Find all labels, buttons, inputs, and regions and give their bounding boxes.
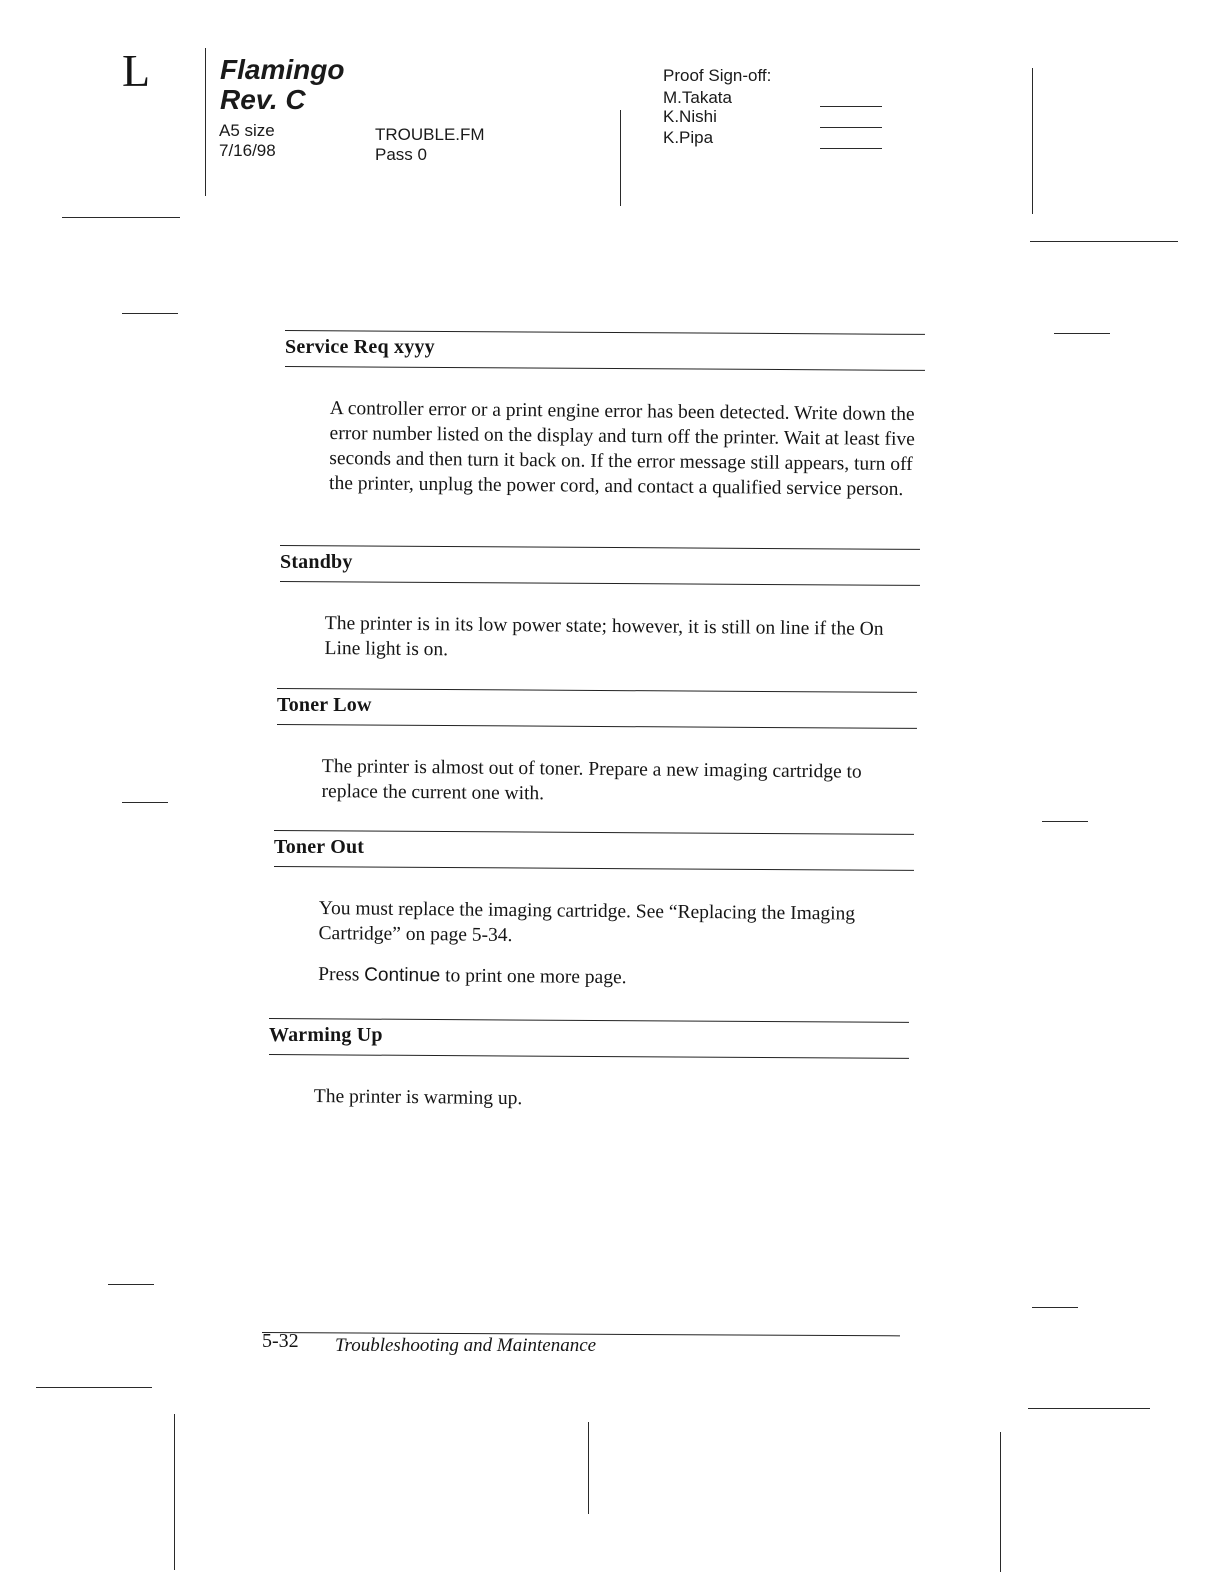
section-heading: Warming Up — [269, 1024, 383, 1046]
section-heading: Toner Out — [274, 836, 365, 858]
paragraph: A controller error or a print engine error has been detected. Write down the error number listed on the display and turn off the printer. Wait at least five seconds and then turn it back on. If the error message still appears, turn off the printer, unplug the power cord, and contact a qualified service person. — [328, 397, 915, 501]
paragraph: The printer is warming up. — [313, 1085, 523, 1110]
crop-mark — [1054, 333, 1110, 334]
header-divider-middle — [620, 110, 621, 206]
paragraph: The printer is in its low power state; however, it is still on line if the On Line light is on. — [324, 612, 884, 661]
corner-crop-letter: L — [122, 45, 151, 96]
crop-mark — [122, 313, 178, 314]
paragraph: You must replace the imaging cartridge. See “Replacing the Imaging Cartridge” on page 5-34. — [318, 897, 856, 947]
continue-key-label: Continue — [364, 964, 441, 987]
signoff-line — [820, 106, 882, 107]
section-body — [321, 754, 882, 826]
section-rule — [269, 1054, 909, 1059]
proof-signoff-label: Proof Sign-off: — [663, 66, 772, 85]
crop-mark — [1000, 1432, 1001, 1572]
signer-name: K.Pipa — [663, 128, 714, 147]
header-divider-right — [1032, 68, 1033, 214]
section-body — [324, 611, 915, 683]
pass-label: Pass 0 — [375, 145, 427, 164]
page-size-label: A5 size — [219, 121, 275, 140]
doc-title: Flamingo — [220, 54, 345, 85]
chapter-title: Troubleshooting and Maintenance — [335, 1335, 597, 1356]
section-heading: Standby — [280, 551, 353, 573]
paragraph — [318, 962, 893, 993]
doc-revision: Rev. C — [220, 84, 306, 115]
section-body — [314, 1084, 904, 1131]
header-divider-left — [205, 48, 206, 196]
section-rule — [274, 830, 914, 835]
file-name-label: TROUBLE.FM — [375, 125, 485, 144]
crop-mark — [1028, 1408, 1150, 1409]
section-body — [329, 396, 920, 518]
section-rule — [277, 688, 917, 693]
crop-mark — [62, 217, 180, 218]
section-rule — [285, 366, 925, 371]
section-rule — [277, 724, 917, 729]
text-run: Press — [318, 963, 365, 986]
signer-name: M.Takata — [663, 88, 732, 107]
section-rule — [280, 545, 920, 550]
crop-mark — [108, 1284, 154, 1285]
signoff-line — [820, 148, 882, 149]
crop-mark — [174, 1414, 175, 1570]
crop-mark — [1042, 821, 1088, 822]
page-number: 5-32 — [262, 1330, 299, 1352]
section-body — [318, 896, 894, 1009]
section-rule — [274, 866, 914, 871]
date-label: 7/16/98 — [219, 141, 276, 160]
paragraph: The printer is almost out of toner. Prepare a new imaging cartridge to replace the current one with. — [321, 755, 862, 805]
crop-mark — [1032, 1307, 1078, 1308]
signer-name: K.Nishi — [663, 107, 717, 126]
section-rule — [269, 1018, 909, 1023]
crop-mark — [588, 1422, 589, 1514]
section-rule — [280, 581, 920, 586]
crop-mark — [36, 1387, 152, 1388]
signoff-line — [820, 127, 882, 128]
section-rule — [285, 330, 925, 335]
crop-mark — [1030, 241, 1178, 242]
section-heading: Toner Low — [277, 694, 372, 716]
text-run: to print one more page. — [440, 965, 627, 989]
section-heading: Service Req xyyy — [285, 336, 435, 358]
crop-mark — [122, 802, 168, 803]
